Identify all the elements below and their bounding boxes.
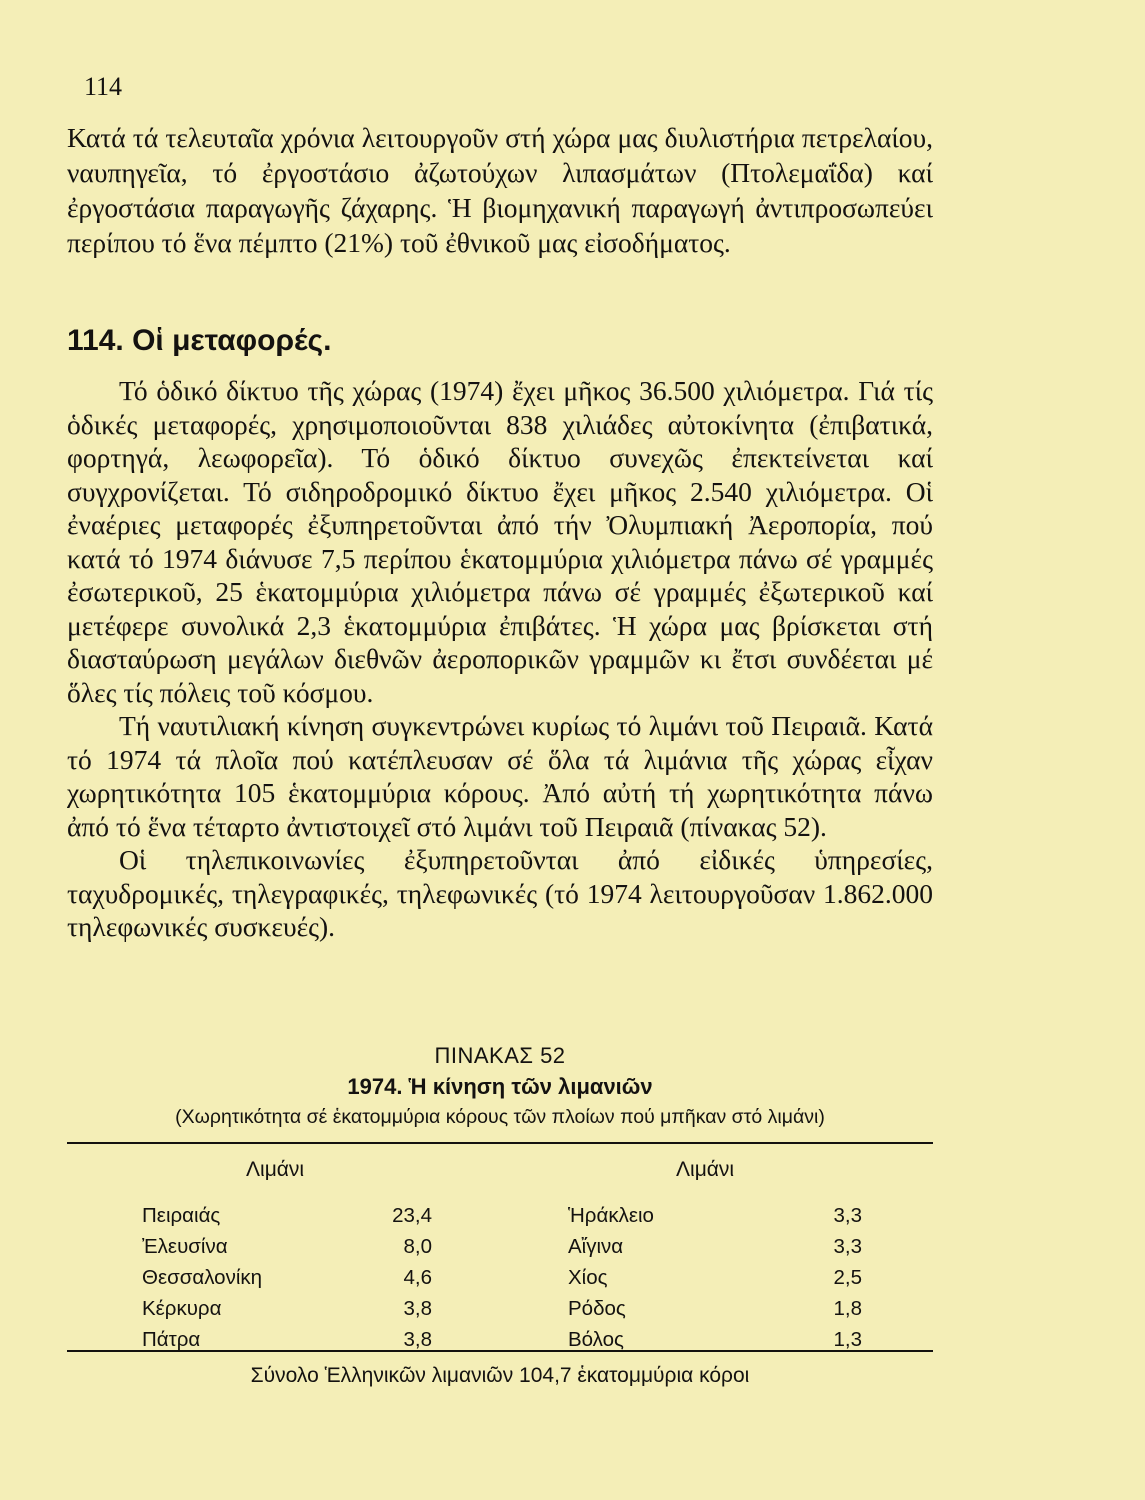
table-row [0,1204,1145,1235]
right-port-name: Χίος [568,1266,608,1289]
left-port-value: 23,4 [392,1204,432,1227]
right-port-value: 2,5 [833,1266,862,1289]
right-port-name: Αἴγινα [568,1235,624,1258]
right-port-value: 1,3 [833,1328,862,1351]
table-label: ΠΙΝΑΚΑΣ 52 [434,1043,566,1068]
paragraph-shipping: Τή ναυτιλιακή κίνηση συγκεντρώνει κυρίως τό λιμάνι τοῦ Πειραιᾶ. Κατά τό 1974 τά πλοῖα πού κατέπλευσαν σέ ὅλα τά λιμάνια τῆς χώρας εἶχαν χωρητικότητα 105 ἑκατομμύρια κόρους. Ἀπό αὐτή τή χωρητικότητα πάνω ἀπό τό ἕνα τέταρτο ἀντιστοιχεῖ στό λιμάνι τοῦ Πειραιᾶ (πίνακας 52). [67,710,933,842]
port-table-body [0,1204,1145,1359]
left-port-value: 8,0 [403,1235,432,1258]
table-subtitle: (Χωρητικότητα σέ ἑκατομμύρια κόρους τῶν πλοίων πού μπῆκαν στό λιμάνι) [175,1106,825,1128]
right-port-value: 1,8 [833,1297,862,1320]
page-number: 114 [84,72,123,101]
table-bottom-rule [67,1350,933,1352]
right-port-name: Ἡράκλειο [568,1204,654,1227]
table-top-rule [67,1142,933,1144]
left-port-name: Πειραιάς [142,1204,221,1227]
left-port-name: Κέρκυρα [142,1297,222,1320]
left-port-name: Θεσσαλονίκη [142,1266,263,1289]
paragraph-telecommunications: Οἱ τηλεπικοινωνίες ἐξυπηρετοῦνται ἀπό εἰδικές ὑπηρεσίες, ταχυδρομικές, τηλεγραφικές, τηλεφωνικές (τό 1974 λειτουργοῦσαν 1.862.000 τηλεφωνικές συσκευές). [67,844,933,942]
right-port-value: 3,3 [833,1235,862,1258]
left-port-value: 4,6 [403,1266,432,1289]
table-title: 1974. Ἡ κίνηση τῶν λιμανιῶν [347,1074,653,1099]
table-row [0,1235,1145,1266]
left-port-name: Πάτρα [142,1328,201,1351]
right-port-name: Βόλος [568,1328,624,1351]
section-heading: 114. Οἱ μεταφορές. [67,324,332,357]
column-header-right: Λιμάνι [676,1158,735,1181]
column-header-left: Λιμάνι [246,1158,305,1181]
paragraph-transport: Τό ὁδικό δίκτυο τῆς χώρας (1974) ἔχει μῆκος 36.500 χιλιόμετρα. Γιά τίς ὁδικές μεταφορές, χρησιμοποιοῦνται 838 χιλιάδες αὐτοκίνητα (ἐπιβατικά, φορτηγά, λεωφορεῖα). Τό ὁδικό δίκτυο συνεχῶς ἐπεκτείνεται καί συγχρονίζεται. Τό σιδηροδρομικό δίκτυο ἔχει μῆκος 2.540 χιλιόμετρα. Οἱ ἐναέριες μεταφορές ἐξυπηρετοῦνται ἀπό τήν Ὀλυμπιακή Ἀεροπορία, πού κατά τό 1974 διάνυσε 7,5 περίπου ἑκατομμύρια χιλιόμετρα πάνω σέ γραμμές ἐσωτερικοῦ, 25 ἑκατομμύρια χιλιόμετρα πάνω σέ γραμμές ἐξωτερικοῦ καί μετέφερε συνολικά 2,3 ἑκατομμύρια ἐπιβάτες. Ἡ χώρα μας βρίσκεται στή διασταύρωση μεγάλων διεθνῶν ἀεροπορικῶν γραμμῶν κι ἔτσι συνδέεται μέ ὅλες τίς πόλεις τοῦ κόσμου. [67,375,933,708]
table-total: Σύνολο Ἑλληνικῶν λιμανιῶν 104,7 ἑκατομμύρια κόροι [250,1364,750,1387]
left-port-value: 3,8 [403,1328,432,1351]
left-port-value: 3,8 [403,1297,432,1320]
right-port-value: 3,3 [833,1204,862,1227]
table-row [0,1297,1145,1328]
table-row [0,1328,1145,1359]
intro-paragraph: Κατά τά τελευταῖα χρόνια λειτουργοῦν στή χώρα μας διυλιστήρια πετρελαίου, ναυπηγεῖα, τό ἐργοστάσιο ἀζωτούχων λιπασμάτων (Πτολεμαΐδα) καί ἐργοστάσια παραγωγῆς ζάχαρης. Ἡ βιομηχανική παραγωγή ἀντιπροσωπεύει περίπου τό ἕνα πέμπτο (21%) τοῦ ἐθνικοῦ μας εἰσοδήματος. [67,122,933,258]
right-port-name: Ρόδος [568,1297,626,1320]
table-row [0,1266,1145,1297]
section-body [67,374,933,944]
left-port-name: Ἐλευσίνα [142,1235,228,1258]
